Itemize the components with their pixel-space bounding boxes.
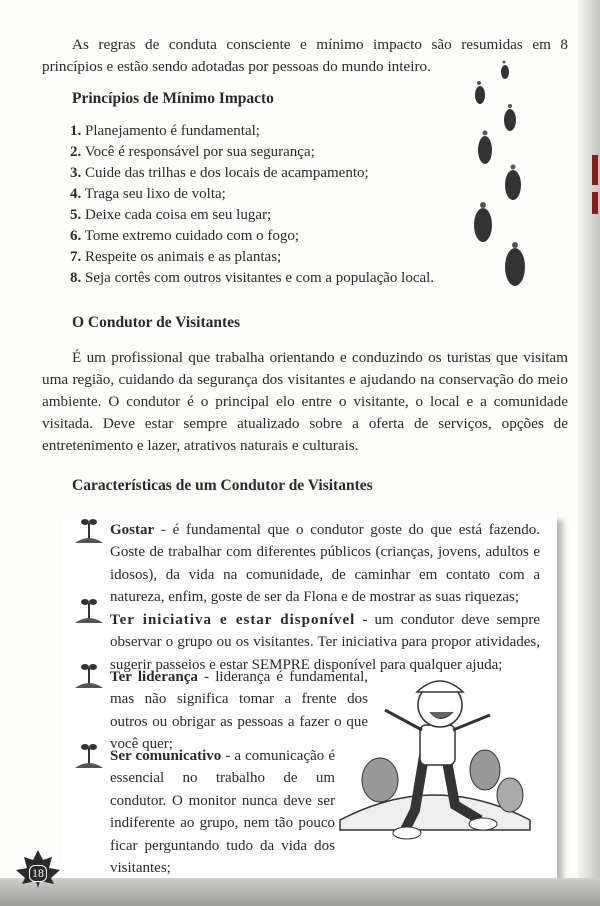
characteristic-item: Gostar - é fundamental que o condutor goste do que está fazendo. Goste de trabalhar com diferentes públicos (crianças, jovens, adultos e idosos), da vida na comunidade, de caminhar em contato com a natureza, enfim, goste de ser da Flona e de mostrar as suas riquezas; xyxy=(110,522,540,606)
condutor-paragraph: É um profissional que trabalha orientando e conduzindo os turistas que visitam uma região, cuidando da segurança dos visitantes e ajudando na conservação do meio ambiente. O condutor é o principal elo entre o visitante, o local e a comunidade visitada. Deve estar sempre atualizado sobre a oferta de serviços, opções de entretenimento e lazer, atrativos naturais e culturais. xyxy=(42,349,568,454)
sprout-bullet-icon xyxy=(72,740,106,772)
footprints-icon xyxy=(460,55,540,300)
characteristic-item: Ter iniciativa e estar disponível - um condutor deve sempre observar o grupo ou os visitantes. Ter iniciativa para propor atividades, sugerir passeios e estar SEMPRE disponível para qualquer ajuda; xyxy=(110,612,540,673)
principles-list xyxy=(70,121,490,289)
caracteristicas-heading: Características de um Condutor de Visitantes xyxy=(72,477,373,494)
principle-item: 7. Respeite os animais e as plantas; xyxy=(70,249,282,265)
sprout-bullet-icon xyxy=(72,595,106,627)
condutor-heading: O Condutor de Visitantes xyxy=(72,314,241,331)
sprout-bullet-icon xyxy=(72,660,106,692)
page-tab-mark xyxy=(592,192,598,214)
cartoon-guide-illustration xyxy=(335,670,535,870)
page-number: 18 xyxy=(29,865,47,882)
principle-item: 1. Planejamento é fundamental; xyxy=(70,123,260,139)
page-edge-shadow xyxy=(578,0,600,906)
principle-item: 4. Traga seu lixo de volta; xyxy=(70,186,226,202)
characteristic-item: Ser comunicativo - a comunicação é essencial no trabalho de um condutor. O monitor nunca deve ser indiferente ao grupo, nem tão pouco ficar perguntando tudo da vida dos visitantes; xyxy=(110,748,335,877)
page-bottom-shadow xyxy=(0,878,600,906)
characteristic-item: Ter liderança - liderança é fundamental, mas não significa tomar a frente dos outros ou obrigar as pessoas a fazer o que você quer; xyxy=(110,669,368,753)
principle-item: 8. Seja cortês com outros visitantes e com a população local. xyxy=(70,270,435,286)
principle-item: 6. Tome extremo cuidado com o fogo; xyxy=(70,228,300,244)
principle-item: 3. Cuide das trilhas e dos locais de acampamento; xyxy=(70,165,369,181)
principle-item: 2. Você é responsável por sua segurança; xyxy=(70,144,315,160)
principles-heading: Princípios de Mínimo Impacto xyxy=(72,90,274,107)
page-tab-mark xyxy=(592,155,598,185)
page-number-badge xyxy=(14,848,62,888)
sprout-bullet-icon xyxy=(72,515,106,547)
principle-item: 5. Deixe cada coisa em seu lugar; xyxy=(70,207,272,223)
intro-paragraph: As regras de conduta consciente e mínimo impacto são resumidas em 8 princípios e estão sendo adotadas por pessoas do mundo inteiro. xyxy=(42,36,568,75)
